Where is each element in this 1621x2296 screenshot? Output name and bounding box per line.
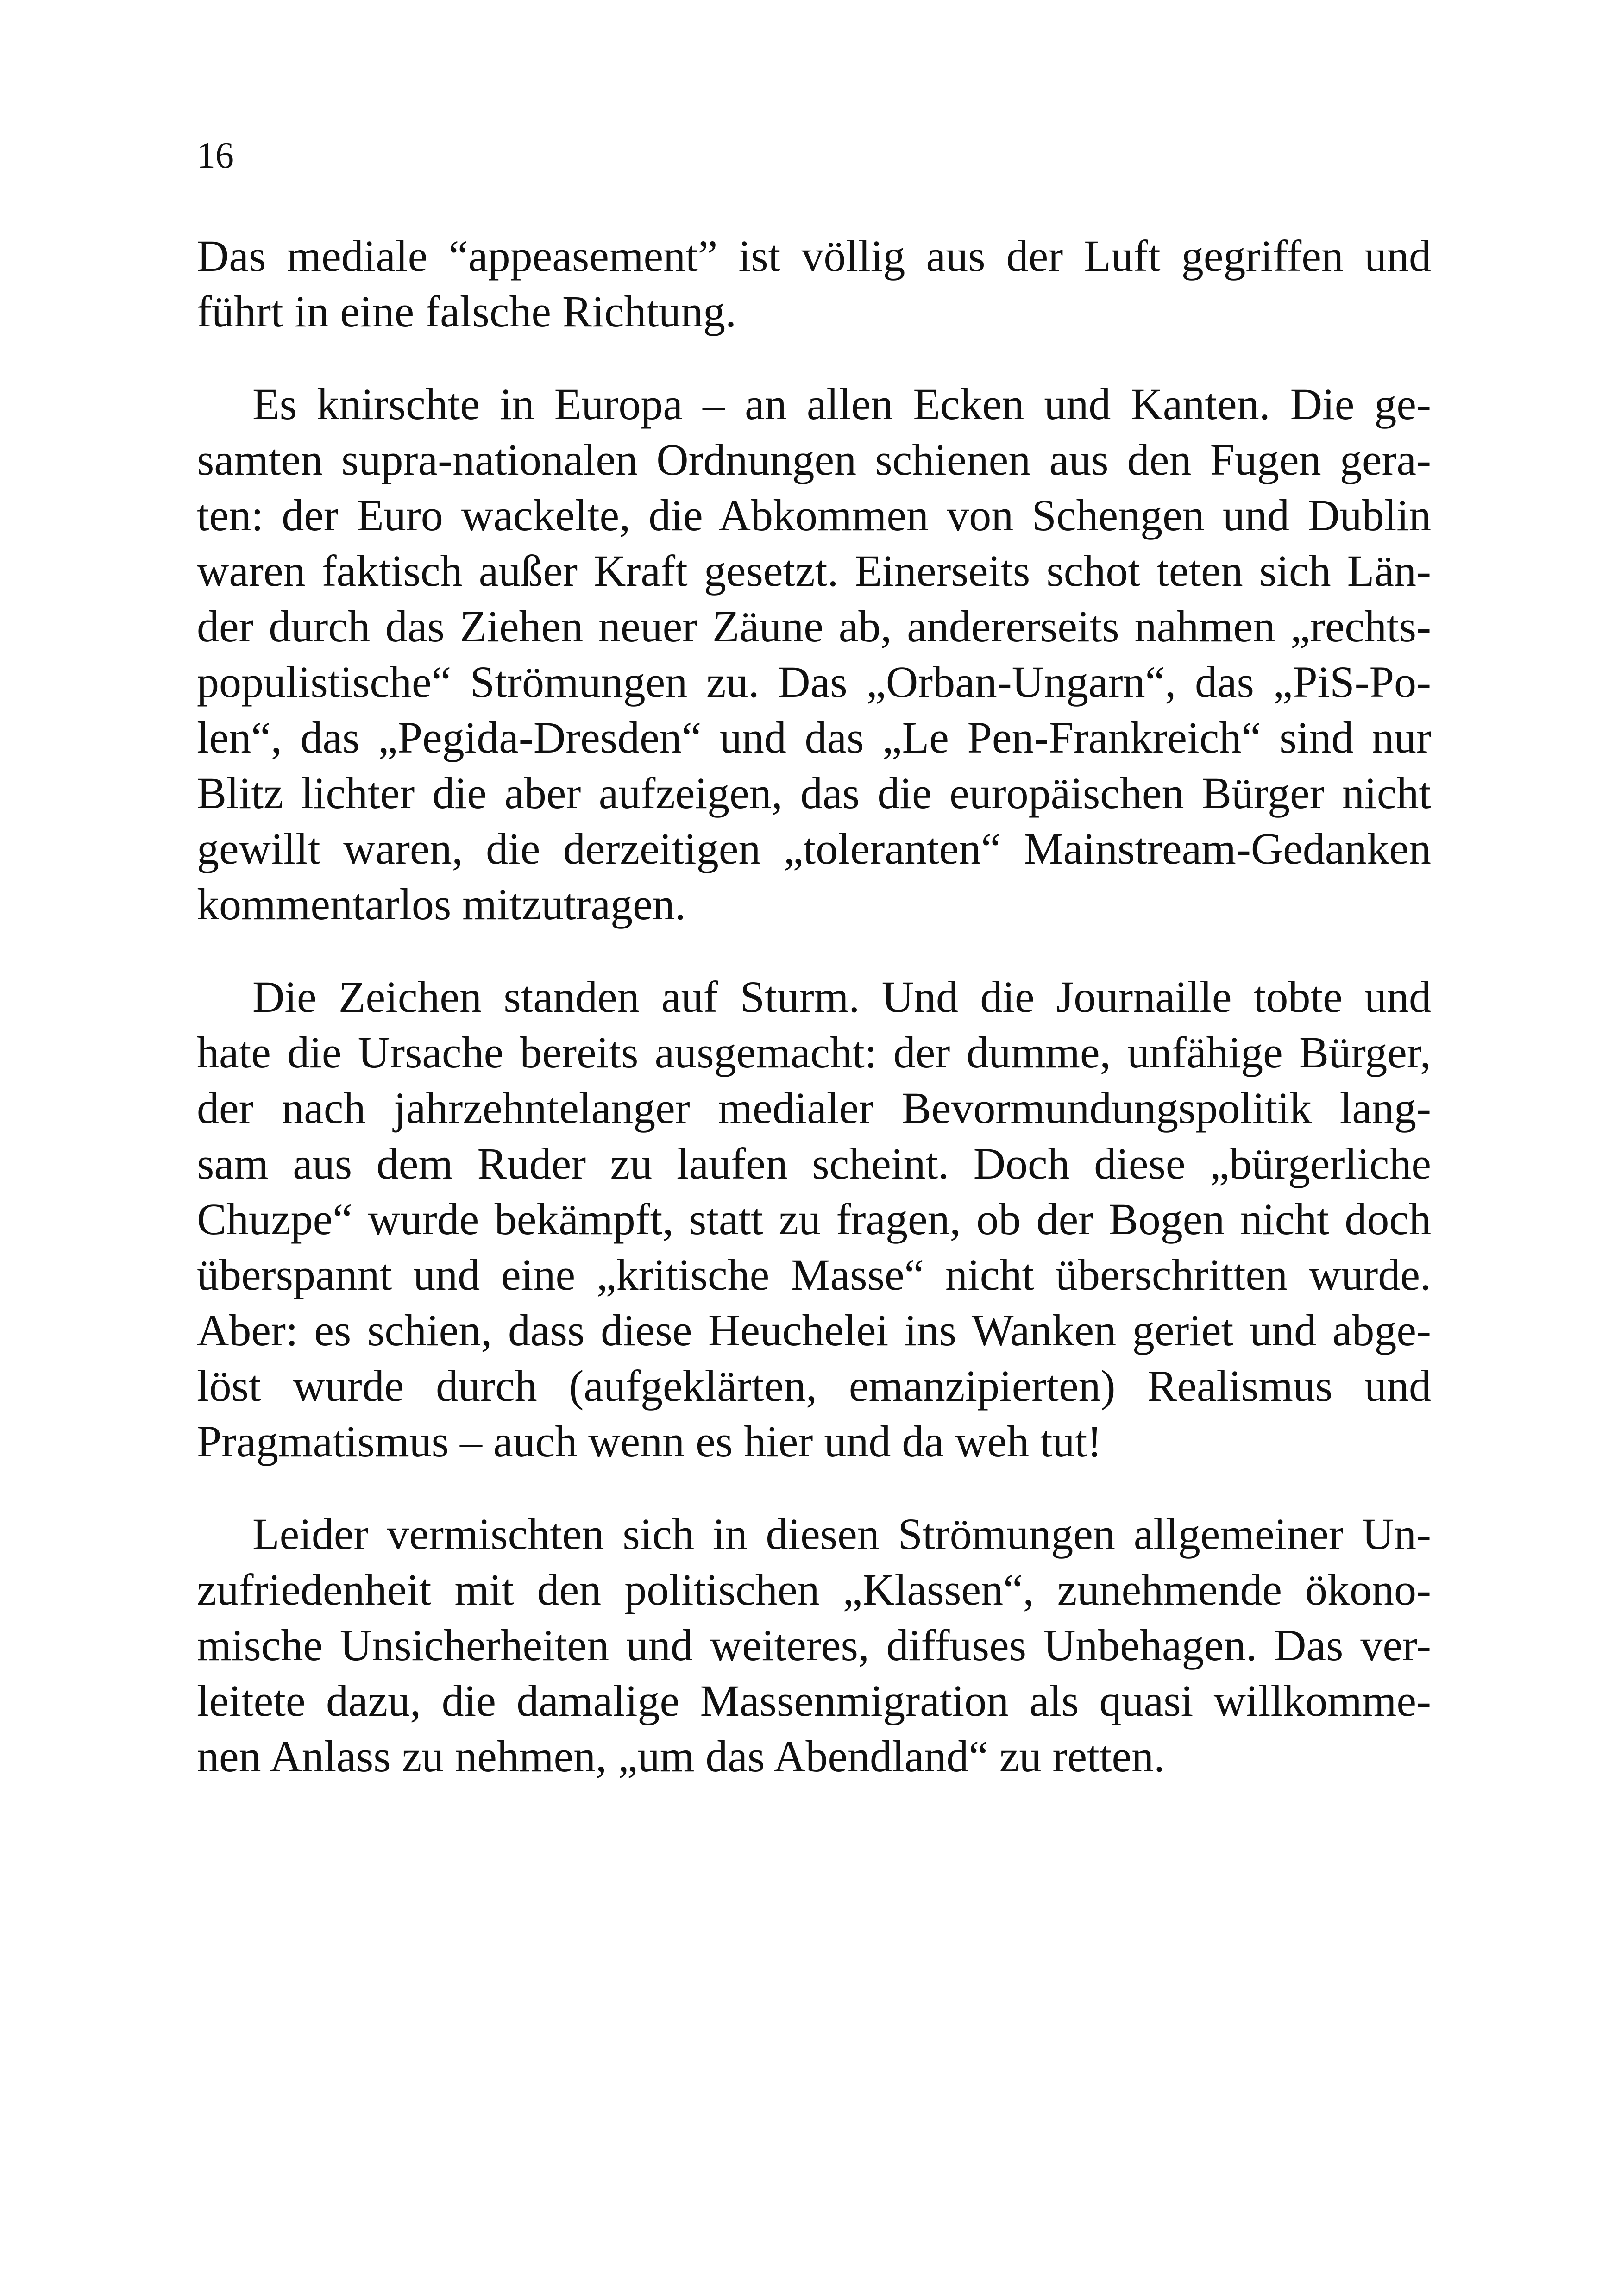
paragraph-2 bbox=[197, 376, 1431, 932]
text-line: hate die Ursache bereits ausgemacht: der dumme, unfähige Bürger, bbox=[197, 1028, 1431, 1077]
text-line: Die Zeichen standen auf Sturm. Und die Journaille tobte und bbox=[252, 972, 1431, 1022]
text-line: überspannt und eine „kritische Masse“ nicht überschritten wurde. bbox=[197, 1250, 1431, 1299]
text-line: waren faktisch außer Kraft gesetzt. Einerseits schot teten sich Län- bbox=[197, 546, 1431, 596]
text-line: populistische“ Strömungen zu. Das „Orban-Ungarn“, das „PiS-Po- bbox=[197, 657, 1431, 707]
text-line: sam aus dem Ruder zu laufen scheint. Doch diese „bürgerliche bbox=[197, 1139, 1431, 1188]
text-line: mische Unsicherheiten und weiteres, diffuses Unbehagen. Das ver- bbox=[197, 1620, 1431, 1670]
text-line: löst wurde durch (aufgeklärten, emanzipierten) Realismus und bbox=[197, 1361, 1431, 1411]
text-line: Leider vermischten sich in diesen Strömungen allgemeiner Un- bbox=[252, 1509, 1431, 1559]
text-line: gewillt waren, die derzeitigen „toleranten“ Mainstream-Gedanken bbox=[197, 824, 1431, 873]
text-line: zufriedenheit mit den politischen „Klassen“, zunehmende ökono- bbox=[197, 1565, 1431, 1614]
text-line: ten: der Euro wackelte, die Abkommen von Schengen und Dublin bbox=[197, 490, 1431, 540]
text-line: Das mediale “appeasement” ist völlig aus der Luft gegriffen und bbox=[197, 231, 1431, 281]
paragraph-1 bbox=[197, 228, 1431, 339]
paragraph-3 bbox=[197, 969, 1431, 1469]
text-line: Es knirschte in Europa – an allen Ecken und Kanten. Die ge- bbox=[252, 379, 1431, 429]
text-line: Blitz lichter die aber aufzeigen, das die europäischen Bürger nicht bbox=[197, 768, 1431, 818]
paragraph-4 bbox=[197, 1506, 1431, 1784]
text-line: Aber: es schien, dass diese Heuchelei ins Wanken geriet und abge- bbox=[197, 1305, 1431, 1355]
page-body bbox=[197, 228, 1431, 1784]
text-line: kommentarlos mitzutragen. bbox=[197, 879, 686, 929]
text-line: nen Anlass zu nehmen, „um das Abendland“ zu retten. bbox=[197, 1731, 1165, 1781]
text-line: leitete dazu, die damalige Massenmigration als quasi willkomme- bbox=[197, 1676, 1431, 1725]
text-line: len“, das „Pegida-Dresden“ und das „Le Pen-Frankreich“ sind nur bbox=[197, 713, 1431, 762]
page-number: 16 bbox=[197, 135, 234, 176]
text-line: Chuzpe“ wurde bekämpft, statt zu fragen, ob der Bogen nicht doch bbox=[197, 1194, 1431, 1244]
text-line: Pragmatismus – auch wenn es hier und da weh tut! bbox=[197, 1417, 1102, 1466]
text-line: der nach jahrzehntelanger medialer Bevormundungspolitik lang- bbox=[197, 1083, 1431, 1133]
text-line: der durch das Ziehen neuer Zäune ab, andererseits nahmen „rechts- bbox=[197, 602, 1431, 651]
text-line: samten supra-nationalen Ordnungen schienen aus den Fugen gera- bbox=[197, 435, 1431, 484]
text-line: führt in eine falsche Richtung. bbox=[197, 287, 736, 336]
